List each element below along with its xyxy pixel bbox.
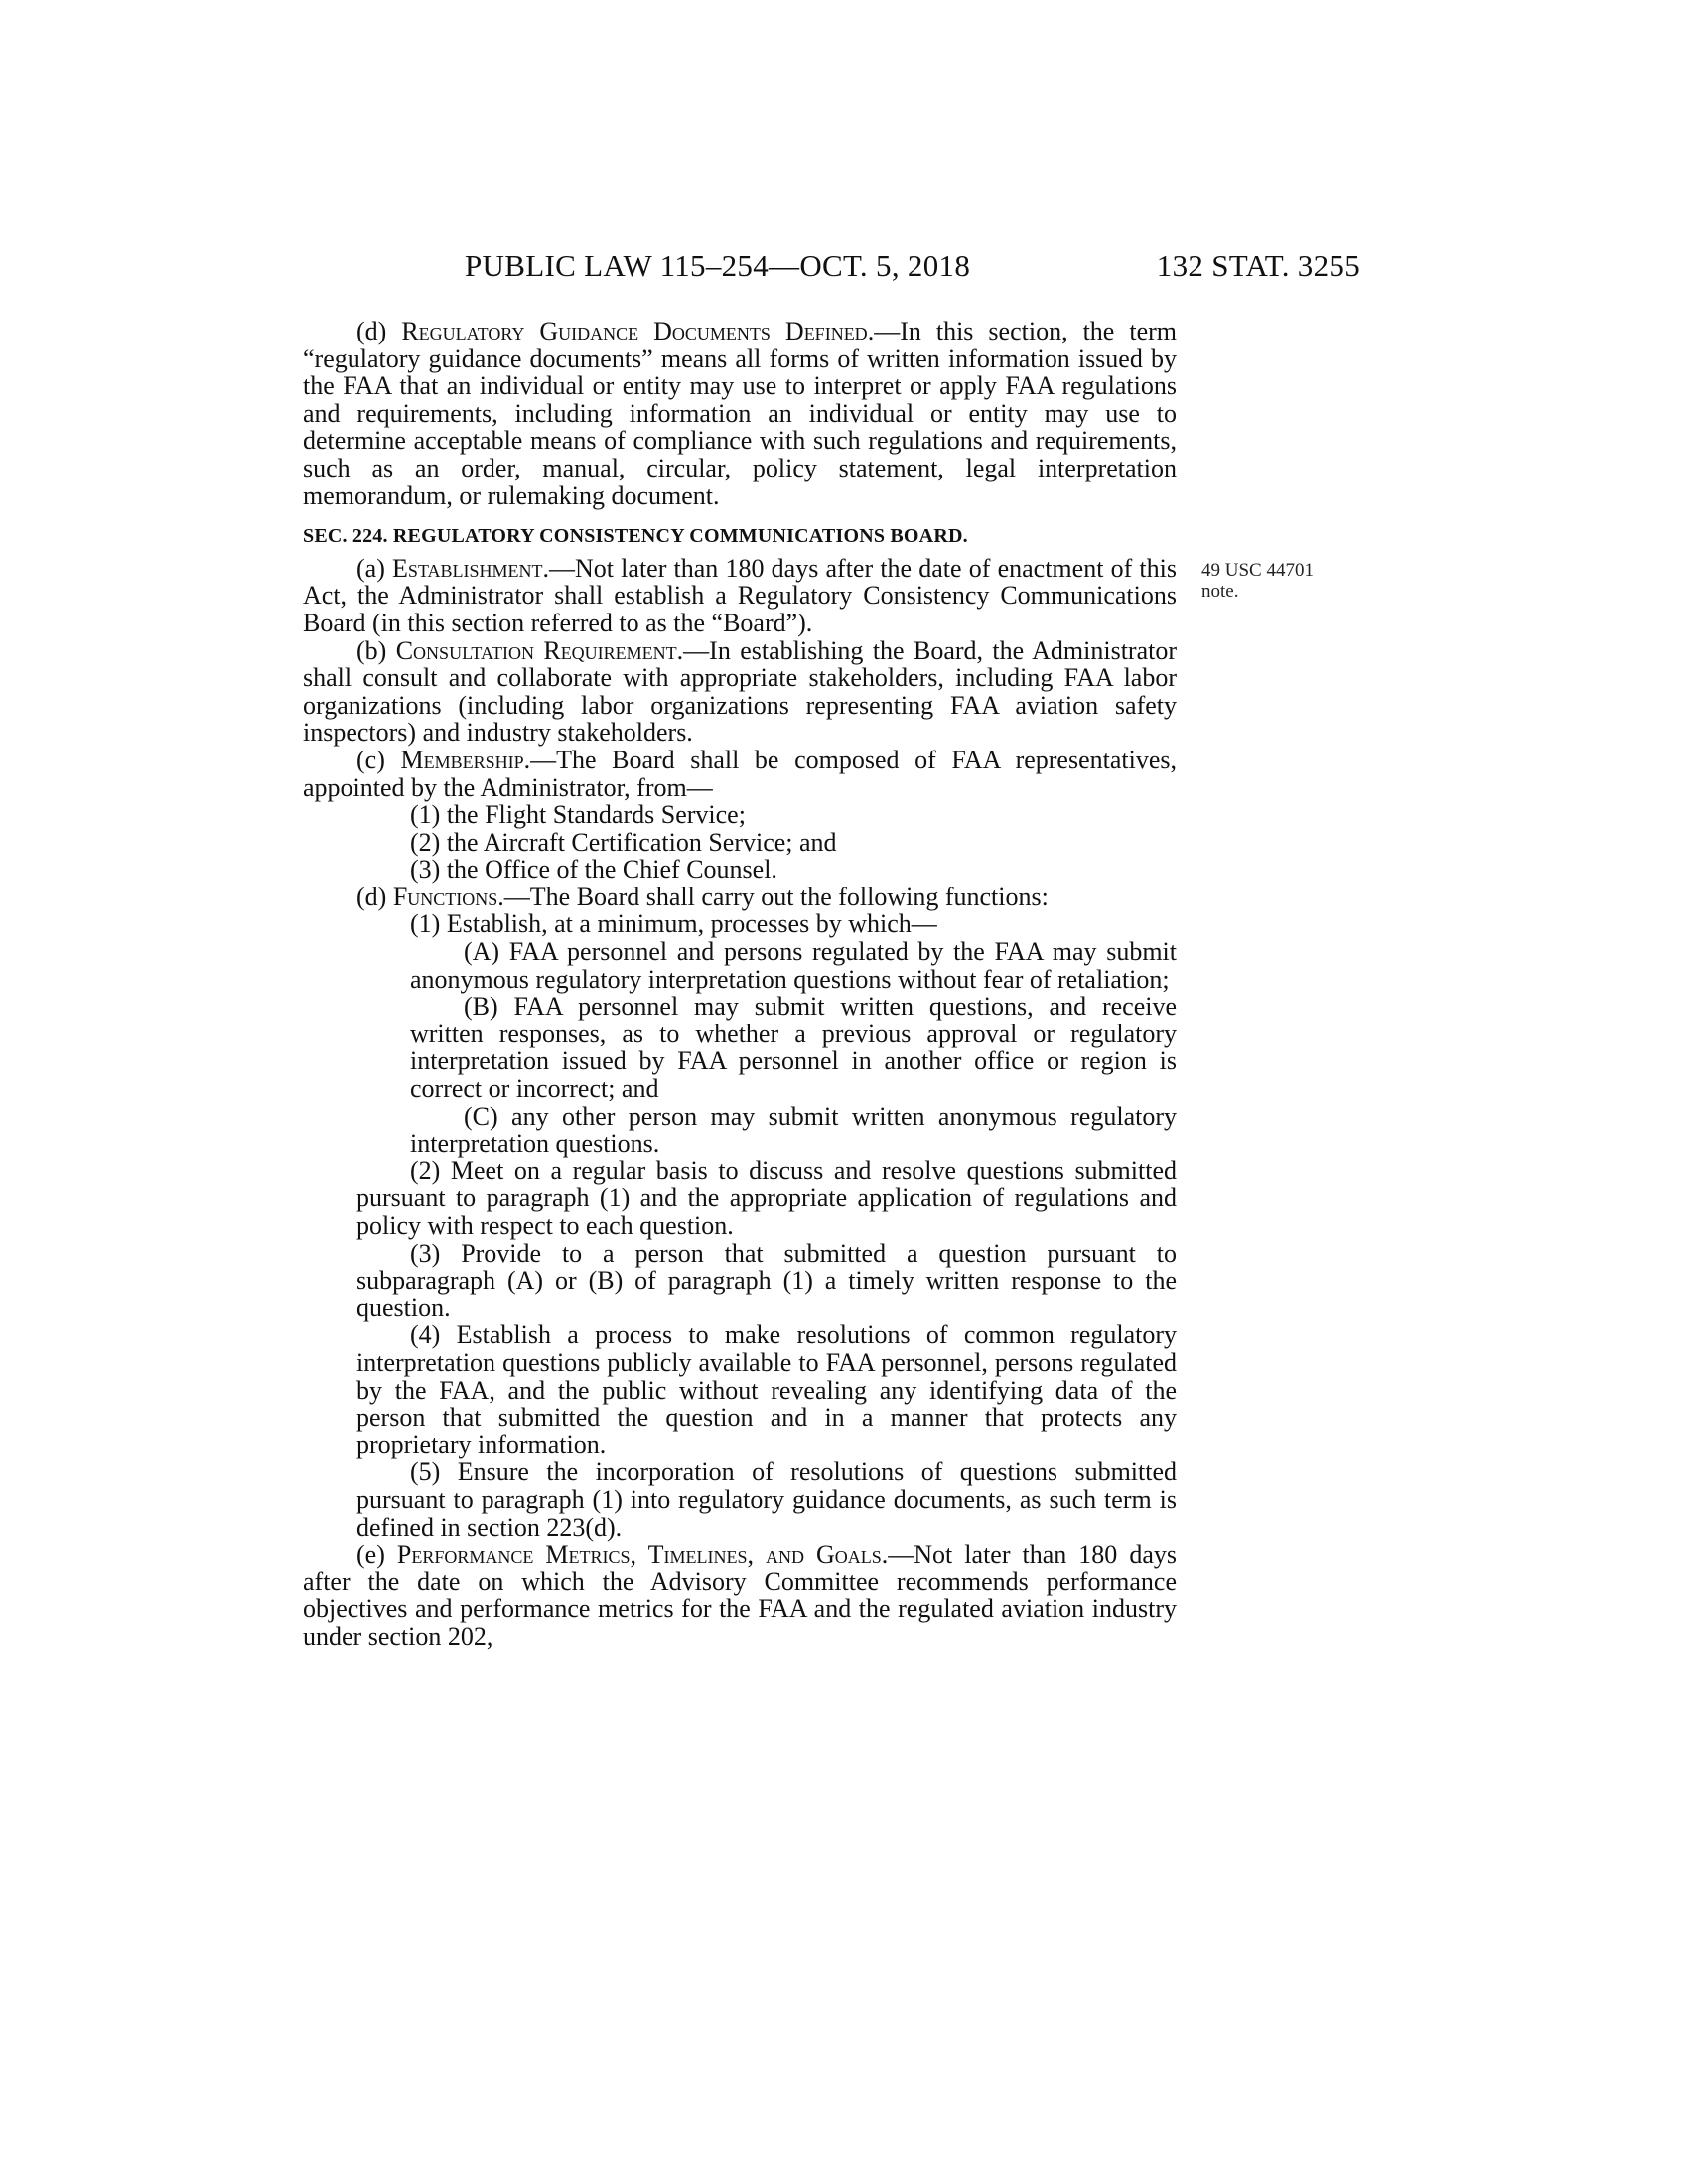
membership-list: [303, 801, 1177, 884]
subsection-heading: Functions: [392, 882, 498, 911]
paragraph-4: (4) Establish a process to make resolutions of common regulatory interpretation questions publicly available to FAA personnel, persons regulated by the FAA, and the public without revealing any identifying data of the person that submitted the question and in a manner that protects any proprietary information.: [356, 1320, 1177, 1459]
marginal-note-citation: 49 USC 44701: [1201, 560, 1314, 581]
paragraph-5: (5) Ensure the incorporation of resolutions of questions submitted pursuant to paragraph (1) into regulatory guidance documents, as such term is defined in section 223(d).: [356, 1457, 1177, 1542]
paragraph-2: (2) Meet on a regular basis to discuss and resolve questions submitted pursuant to paragraph (1) and the appropriate application of regulations and policy with respect to each question.: [356, 1156, 1177, 1240]
subsection-d-functions: (d) Functions.—The Board shall carry out the following functions:: [356, 882, 1049, 911]
subsection-a-establishment: (a) Establishment.—Not later than 180 days after the date of enactment of this Act, the Administrator shall establish a Regulatory Consistency Communications Board (in this section referred to as the “Board”).: [303, 553, 1177, 637]
subsection-heading: Performance Metrics, Timelines, and Goals: [396, 1540, 882, 1570]
subsection-heading: Regulatory Guidance Documents Defined: [401, 317, 868, 345]
subsection-heading: Establishment: [392, 553, 543, 583]
statute-page-number: 132 STAT. 3255: [1156, 248, 1360, 283]
subsection-b-consultation: (b) Consultation Requirement.—In establishing the Board, the Administrator shall consult and collaborate with appropriate stakeholders, including FAA labor organizations (including labor organizations representing FAA aviation safety inspectors) and industry stakeholders.: [303, 635, 1177, 748]
statute-text: [303, 318, 1177, 1651]
marginal-note: [1201, 560, 1340, 602]
running-head: [465, 248, 1360, 288]
subsection-heading: Membership: [400, 745, 524, 774]
list-item: (1) the Flight Standards Service;: [410, 800, 746, 830]
subsection-223-d: (d) Regulatory Guidance Documents Defined.—In this section, the term “regulatory guidance documents” means all forms of written information issued by the FAA that an individual or entity may use to interpret or apply FAA regulations and requirements, including information an individual or entity may use to determine acceptable means of compliance with such regulations and requirements, such as an order, manual, circular, policy statement, legal interpretation memorandum, or rulemaking document.: [303, 317, 1177, 510]
section-224-heading: SEC. 224. REGULATORY CONSISTENCY COMMUNICATIONS BOARD.: [303, 525, 968, 548]
list-item: (2) the Aircraft Certification Service; and: [410, 827, 837, 857]
list-item: (3) the Office of the Chief Counsel.: [410, 855, 777, 885]
subsection-heading: Consultation Requirement: [395, 635, 677, 665]
marginal-note-suffix: note.: [1201, 581, 1239, 602]
subparagraph-A: (A) FAA personnel and persons regulated by the FAA may submit anonymous regulatory interpretation questions without fear of retaliation;: [410, 937, 1177, 994]
subparagraph-C: (C) any other person may submit written anonymous regulatory interpretation questions.: [410, 1101, 1177, 1159]
subsection-c-membership: (c) Membership.—The Board shall be composed of FAA representatives, appointed by the Administrator, from—: [303, 745, 1177, 802]
public-law-citation: PUBLIC LAW 115–254—OCT. 5, 2018: [465, 248, 971, 283]
subsection-e-performance: (e) Performance Metrics, Timelines, and Goals.—Not later than 180 days after the date on which the Advisory Committee recommends performance objectives and performance metrics for the FAA and the regulated aviation industry under section 202,: [303, 1540, 1177, 1651]
subparagraph-B: (B) FAA personnel may submit written questions, and receive written responses, as to whether a previous approval or regulatory interpretation issued by FAA personnel in another office or region is correct or incorrect; and: [410, 992, 1177, 1104]
paragraph-3: (3) Provide to a person that submitted a question pursuant to subparagraph (A) or (B) of paragraph (1) a timely written response to the question.: [356, 1238, 1177, 1322]
paragraph-1: (1) Establish, at a minimum, processes by which—: [410, 909, 937, 939]
